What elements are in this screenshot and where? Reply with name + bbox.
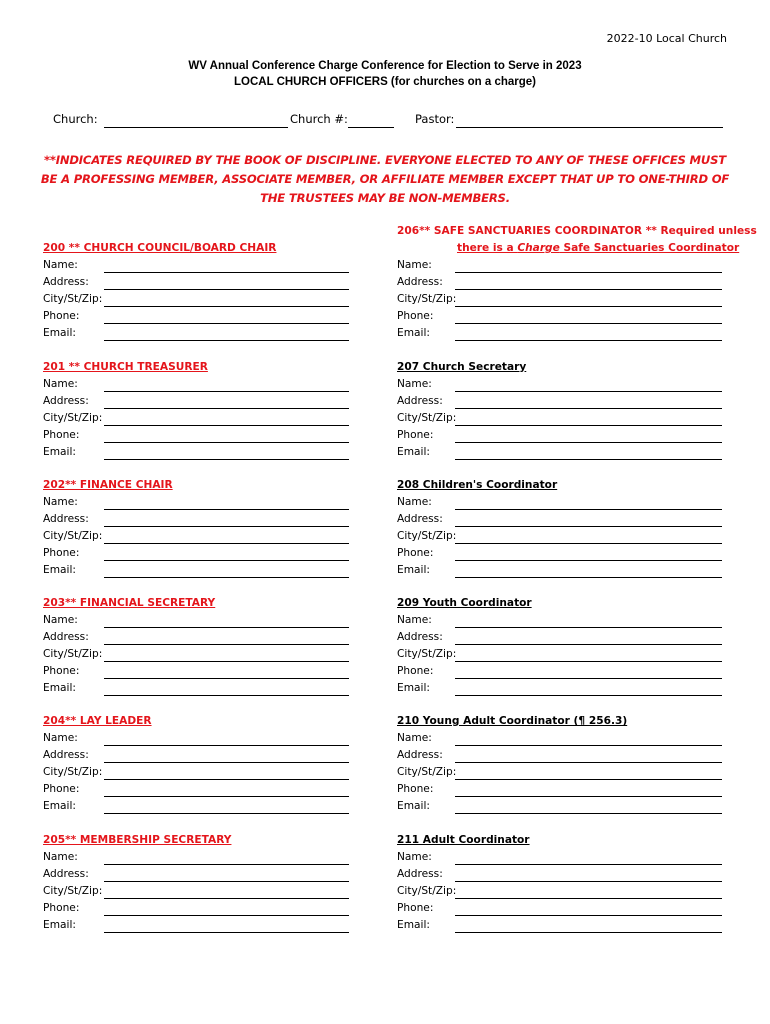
address-row	[43, 276, 373, 293]
email-label: Email:	[43, 446, 76, 458]
section-title: 203** FINANCIAL SECRETARY	[43, 597, 216, 609]
city-input[interactable]	[104, 779, 349, 780]
name-row	[397, 614, 727, 631]
city-label: City/St/Zip:	[43, 412, 103, 424]
city-input[interactable]	[455, 306, 722, 307]
address-row	[397, 276, 727, 293]
email-input[interactable]	[104, 813, 349, 814]
city-label: City/St/Zip:	[397, 766, 457, 778]
section-207	[397, 361, 727, 461]
email-input[interactable]	[104, 932, 349, 933]
email-label: Email:	[397, 327, 430, 339]
city-row	[43, 293, 373, 310]
section-title: 201 ** CHURCH TREASURER	[43, 361, 208, 373]
address-label: Address:	[397, 631, 443, 643]
email-label: Email:	[397, 919, 430, 931]
city-input[interactable]	[455, 898, 722, 899]
city-row	[397, 648, 727, 665]
name-row	[43, 614, 373, 631]
address-label: Address:	[43, 749, 89, 761]
name-row	[397, 496, 727, 513]
phone-input[interactable]	[104, 442, 349, 443]
section-title-post: Safe Sanctuaries Coordinator	[559, 242, 740, 254]
city-label: City/St/Zip:	[397, 412, 457, 424]
name-input[interactable]	[455, 272, 722, 273]
name-input[interactable]	[455, 391, 722, 392]
address-row	[397, 631, 727, 648]
name-label: Name:	[397, 496, 432, 508]
name-row	[397, 378, 727, 395]
email-label: Email:	[43, 564, 76, 576]
city-input[interactable]	[455, 425, 722, 426]
section-210	[397, 715, 727, 815]
address-input[interactable]	[455, 408, 722, 409]
city-row	[43, 530, 373, 547]
address-input[interactable]	[455, 881, 722, 882]
name-label: Name:	[397, 614, 432, 626]
phone-row	[43, 783, 373, 800]
name-row	[43, 259, 373, 276]
phone-input[interactable]	[104, 560, 349, 561]
city-input[interactable]	[104, 661, 349, 662]
phone-input[interactable]	[104, 915, 349, 916]
address-row	[397, 749, 727, 766]
phone-label: Phone:	[397, 902, 434, 914]
name-input[interactable]	[455, 864, 722, 865]
section-title: 208 Children's Coordinator	[397, 479, 558, 491]
address-row	[397, 513, 727, 530]
city-row	[397, 885, 727, 902]
name-row	[43, 496, 373, 513]
email-input[interactable]	[455, 459, 722, 460]
phone-row	[397, 310, 727, 327]
address-label: Address:	[397, 513, 443, 525]
email-input[interactable]	[104, 459, 349, 460]
name-input[interactable]	[104, 272, 349, 273]
name-row	[43, 732, 373, 749]
phone-row	[43, 547, 373, 564]
email-row	[397, 682, 727, 699]
name-label: Name:	[43, 614, 78, 626]
section-201	[43, 361, 373, 461]
city-label: City/St/Zip:	[43, 766, 103, 778]
city-label: City/St/Zip:	[43, 885, 103, 897]
email-label: Email:	[397, 446, 430, 458]
email-label: Email:	[397, 800, 430, 812]
name-label: Name:	[397, 851, 432, 863]
section-205	[43, 834, 373, 934]
email-row	[43, 800, 373, 817]
email-input[interactable]	[104, 340, 349, 341]
section-209	[397, 597, 727, 697]
section-title-emphasis: Charge	[517, 242, 560, 254]
phone-row	[43, 429, 373, 446]
name-label: Name:	[397, 732, 432, 744]
phone-input[interactable]	[455, 796, 722, 797]
name-row	[397, 259, 727, 276]
church-number-field[interactable]	[348, 127, 394, 128]
address-input[interactable]	[455, 762, 722, 763]
name-label: Name:	[43, 496, 78, 508]
address-row	[397, 395, 727, 412]
email-input[interactable]	[455, 813, 722, 814]
pastor-field[interactable]	[456, 127, 723, 128]
discipline-notice: **INDICATES REQUIRED BY THE BOOK OF DISCIPLINE. EVERYONE ELECTED TO ANY OF THESE OFFICES MUST BE A PROFESSING MEMBER, ASSOCIATE MEMBER, OR AFFILIATE MEMBER EXCEPT THAT UP TO ONE-THIRD OF THE TRUSTEES MAY BE NON-MEMBERS.	[40, 153, 730, 205]
name-label: Name:	[43, 732, 78, 744]
email-label: Email:	[43, 800, 76, 812]
city-input[interactable]	[455, 779, 722, 780]
phone-label: Phone:	[43, 665, 80, 677]
section-title: 206** SAFE SANCTUARIES COORDINATOR ** Required unless	[397, 225, 757, 237]
email-row	[43, 919, 373, 936]
name-label: Name:	[43, 851, 78, 863]
address-label: Address:	[397, 868, 443, 880]
section-203	[43, 597, 373, 697]
email-label: Email:	[397, 682, 430, 694]
phone-row	[43, 902, 373, 919]
section-211	[397, 834, 727, 934]
address-label: Address:	[43, 395, 89, 407]
phone-label: Phone:	[43, 429, 80, 441]
phone-input[interactable]	[455, 915, 722, 916]
section-title: 207 Church Secretary	[397, 361, 527, 373]
section-title: 205** MEMBERSHIP SECRETARY	[43, 834, 232, 846]
phone-label: Phone:	[43, 547, 80, 559]
email-label: Email:	[43, 682, 76, 694]
phone-label: Phone:	[397, 310, 434, 322]
address-input[interactable]	[104, 526, 349, 527]
email-input[interactable]	[455, 932, 722, 933]
name-input[interactable]	[104, 391, 349, 392]
name-label: Name:	[397, 378, 432, 390]
section-title: 200 ** CHURCH COUNCIL/BOARD CHAIR	[43, 242, 277, 254]
address-row	[43, 513, 373, 530]
name-input[interactable]	[455, 627, 722, 628]
phone-row	[397, 665, 727, 682]
phone-input[interactable]	[104, 678, 349, 679]
pastor-label: Pastor:	[415, 112, 455, 126]
address-label: Address:	[43, 868, 89, 880]
email-row	[43, 446, 373, 463]
address-row	[43, 868, 373, 885]
email-row	[43, 327, 373, 344]
address-input[interactable]	[455, 289, 722, 290]
city-label: City/St/Zip:	[397, 885, 457, 897]
address-input[interactable]	[455, 644, 722, 645]
church-label: Church:	[53, 112, 98, 126]
section-206	[397, 225, 757, 342]
phone-input[interactable]	[455, 678, 722, 679]
section-title: 210 Young Adult Coordinator (¶ 256.3)	[397, 715, 628, 727]
title-line-1: WV Annual Conference Charge Conference for Election to Serve in 2023	[188, 60, 582, 72]
city-row	[397, 293, 727, 310]
name-input[interactable]	[455, 745, 722, 746]
section-title: 209 Youth Coordinator	[397, 597, 532, 609]
phone-row	[397, 783, 727, 800]
city-row	[397, 412, 727, 429]
city-row	[43, 648, 373, 665]
city-row	[43, 885, 373, 902]
email-row	[397, 327, 727, 344]
church-field[interactable]	[104, 127, 288, 128]
name-input[interactable]	[104, 627, 349, 628]
page-title	[0, 58, 770, 90]
address-row	[43, 395, 373, 412]
phone-input[interactable]	[104, 796, 349, 797]
city-input[interactable]	[104, 543, 349, 544]
city-label: City/St/Zip:	[397, 293, 457, 305]
phone-row	[43, 310, 373, 327]
section-208	[397, 479, 727, 579]
email-row	[397, 564, 727, 581]
name-row	[397, 732, 727, 749]
name-input[interactable]	[455, 509, 722, 510]
address-label: Address:	[397, 749, 443, 761]
name-label: Name:	[397, 259, 432, 271]
phone-row	[397, 429, 727, 446]
email-input[interactable]	[455, 577, 722, 578]
title-line-2: LOCAL CHURCH OFFICERS (for churches on a charge)	[233, 76, 536, 88]
name-label: Name:	[43, 259, 78, 271]
phone-label: Phone:	[397, 429, 434, 441]
email-row	[43, 564, 373, 581]
phone-label: Phone:	[43, 783, 80, 795]
phone-label: Phone:	[397, 547, 434, 559]
address-input[interactable]	[104, 408, 349, 409]
city-input[interactable]	[104, 898, 349, 899]
email-row	[397, 919, 727, 936]
phone-label: Phone:	[43, 310, 80, 322]
phone-input[interactable]	[104, 323, 349, 324]
form-code: 2022-10 Local Church	[606, 32, 727, 45]
address-input[interactable]	[104, 289, 349, 290]
address-input[interactable]	[104, 762, 349, 763]
address-label: Address:	[43, 276, 89, 288]
email-input[interactable]	[455, 695, 722, 696]
section-title: 202** FINANCE CHAIR	[43, 479, 173, 491]
city-label: City/St/Zip:	[43, 648, 103, 660]
phone-row	[397, 547, 727, 564]
address-row	[43, 749, 373, 766]
name-input[interactable]	[104, 509, 349, 510]
email-label: Email:	[43, 919, 76, 931]
phone-input[interactable]	[455, 560, 722, 561]
city-label: City/St/Zip:	[43, 530, 103, 542]
name-row	[397, 851, 727, 868]
section-title: 204** LAY LEADER	[43, 715, 152, 727]
address-label: Address:	[43, 513, 89, 525]
phone-label: Phone:	[43, 902, 80, 914]
email-row	[397, 446, 727, 463]
email-label: Email:	[397, 564, 430, 576]
city-input[interactable]	[104, 425, 349, 426]
address-input[interactable]	[104, 881, 349, 882]
email-row	[43, 682, 373, 699]
city-label: City/St/Zip:	[397, 648, 457, 660]
city-row	[397, 530, 727, 547]
phone-label: Phone:	[397, 783, 434, 795]
phone-input[interactable]	[455, 442, 722, 443]
name-row	[43, 378, 373, 395]
email-input[interactable]	[455, 340, 722, 341]
city-input[interactable]	[104, 306, 349, 307]
church-number-label: Church #:	[290, 112, 348, 126]
city-row	[397, 766, 727, 783]
email-input[interactable]	[104, 577, 349, 578]
phone-input[interactable]	[455, 323, 722, 324]
section-title-pre: there is a	[457, 242, 518, 254]
phone-label: Phone:	[397, 665, 434, 677]
address-label: Address:	[397, 276, 443, 288]
address-input[interactable]	[455, 526, 722, 527]
city-row	[43, 766, 373, 783]
address-row	[397, 868, 727, 885]
email-input[interactable]	[104, 695, 349, 696]
header-row	[0, 112, 770, 132]
name-input[interactable]	[104, 864, 349, 865]
section-200	[43, 242, 373, 342]
section-204	[43, 715, 373, 815]
phone-row	[397, 902, 727, 919]
city-label: City/St/Zip:	[43, 293, 103, 305]
address-label: Address:	[397, 395, 443, 407]
section-202	[43, 479, 373, 579]
address-row	[43, 631, 373, 648]
city-input[interactable]	[455, 661, 722, 662]
name-label: Name:	[43, 378, 78, 390]
city-input[interactable]	[455, 543, 722, 544]
address-input[interactable]	[104, 644, 349, 645]
phone-row	[43, 665, 373, 682]
city-label: City/St/Zip:	[397, 530, 457, 542]
name-row	[43, 851, 373, 868]
section-title: 211 Adult Coordinator	[397, 834, 530, 846]
city-row	[43, 412, 373, 429]
address-label: Address:	[43, 631, 89, 643]
name-input[interactable]	[104, 745, 349, 746]
email-label: Email:	[43, 327, 76, 339]
email-row	[397, 800, 727, 817]
section-title-line-2	[457, 242, 739, 254]
